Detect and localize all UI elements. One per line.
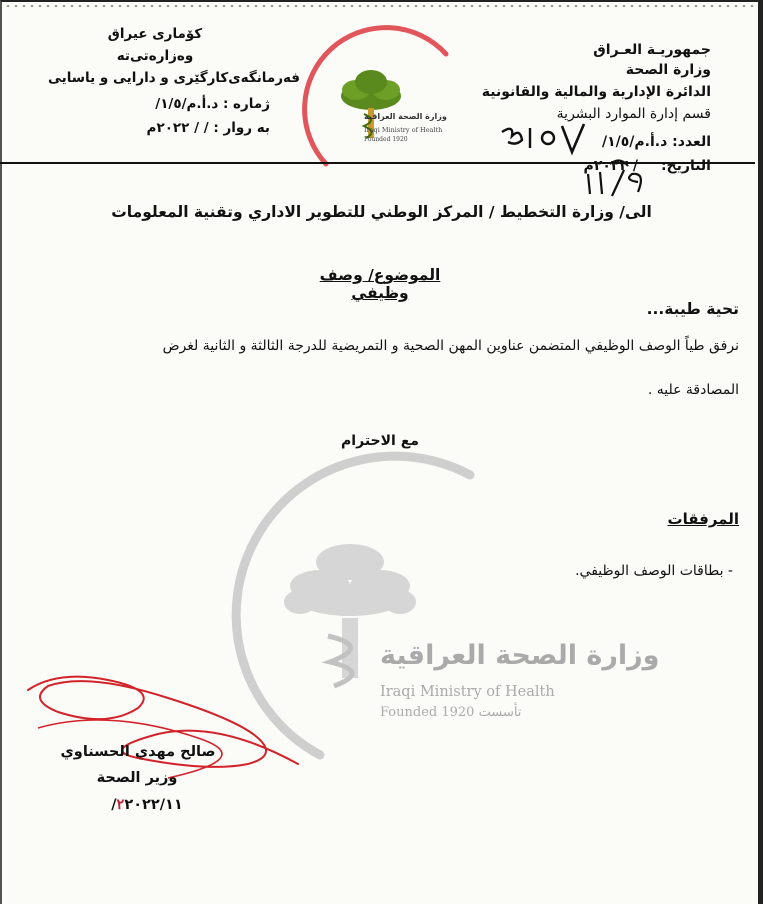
signer-date xyxy=(82,796,212,813)
logo-founded: Founded 1920 xyxy=(364,136,408,143)
watermark-founded xyxy=(380,705,521,720)
watermark-ministry-arabic: وزارة الصحة العراقية xyxy=(380,640,660,671)
logo-ministry-arabic: وزارة الصحة العراقية xyxy=(364,112,447,121)
subject-line: الموضوع/ وصف وظيفي xyxy=(319,266,441,302)
attachments-heading: المرفقات xyxy=(667,510,739,528)
watermark-ministry-english: Iraqi Ministry of Health xyxy=(380,684,555,700)
header-ministry: وزارة الصحة xyxy=(625,62,711,78)
header-divider xyxy=(0,162,755,164)
ministry-logo xyxy=(296,34,496,166)
logo-ministry-english: Iraqi Ministry of Health xyxy=(364,126,443,134)
header-number: العدد: د.أ.م/١/٥/ xyxy=(601,134,711,150)
signer-date-rest: ٢٠٢٢/١١/ xyxy=(111,797,183,813)
greeting: تحية طيبة... xyxy=(646,300,739,318)
header-date-value: / ٢٠٢٢م xyxy=(583,158,638,174)
kurdish-line3: فەرمانگەی‌کارگێری و دارایی و یاسایی xyxy=(47,70,300,86)
body-paragraph-line1: نرفق طياً الوصف الوظيفي المتضمن عناوين المهن الصحية و التمريضية للدرجة الثالثة و الثانية لغرض xyxy=(162,338,739,354)
header-republic: جمهوريـة العـراق xyxy=(593,42,711,58)
header-department: قسم إدارة الموارد البشرية xyxy=(556,106,711,122)
body-paragraph-line2: المصادقة عليه . xyxy=(647,382,739,398)
kurdish-line1: كۆماری عیراق xyxy=(107,26,203,42)
attachment-item: - بطاقات الوصف الوظيفي. xyxy=(575,563,733,579)
header-date-label: التاريخ: xyxy=(660,158,711,174)
kurdish-date: به روار : / / ٢٠٢٢م xyxy=(146,120,270,136)
signer-date-day: ٢ xyxy=(116,796,125,813)
handwritten-date xyxy=(580,152,660,202)
signer-title: وزير الصحة xyxy=(96,770,178,786)
watermark-founded-ar: تأسست xyxy=(478,705,522,720)
closing-regards: مع الاحترام xyxy=(341,433,419,449)
watermark-founded-en: Founded 1920 xyxy=(380,705,475,720)
scan-edge-dots xyxy=(4,4,759,8)
signer-name: صالح مهدي الحسناوي xyxy=(60,744,216,760)
recipient-line: الى/ وزارة التخطيط / المركز الوطني للتطوير الاداري وتقنية المعلومات xyxy=(111,203,652,221)
kurdish-number: ژماره : د.أ.م/١/٥/ xyxy=(155,96,270,112)
header-directorate: الدائرة الإدارية والمالية والقانونية xyxy=(481,84,711,100)
kurdish-line2: وەزارەتی‌تە xyxy=(116,48,194,64)
